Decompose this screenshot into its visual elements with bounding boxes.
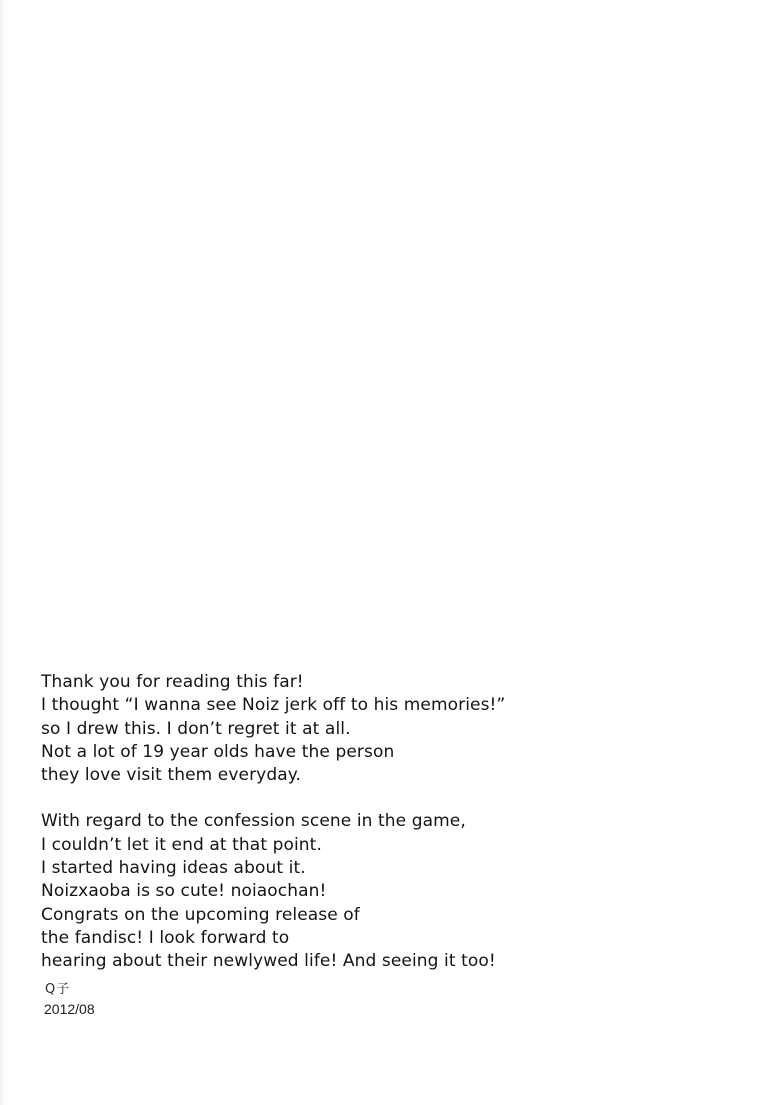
text-line: the fandisc! I look forward to [41,927,290,948]
text-line: I thought “I wanna see Noiz jerk off to his memories!” [41,695,506,716]
afterword-paragraph-2 [41,810,581,973]
text-line: Not a lot of 19 year olds have the person [41,741,395,762]
text-line: I started having ideas about it. [41,858,306,879]
afterword-paragraph-1 [41,671,581,787]
text-line: I couldn’t let it end at that point. [41,834,322,855]
text-line: Thank you for reading this far! [41,672,304,692]
text-line: they love visit them everyday. [41,765,301,786]
text-line: With regard to the confession scene in the game, [41,811,466,832]
text-line: Congrats on the upcoming release of [41,904,360,925]
text-line: so I drew this. I don’t regret it at all. [41,718,351,739]
text-line: Noizxaoba is so cute! noiaochan! [41,881,327,902]
text-line: hearing about their newlywed life! And seeing it too! [41,951,496,972]
page-edge-shadow [0,0,6,1105]
date-stamp: 2012/08 [44,1001,95,1017]
author-signature: Q子 [45,982,71,997]
afterword-text [41,671,581,974]
